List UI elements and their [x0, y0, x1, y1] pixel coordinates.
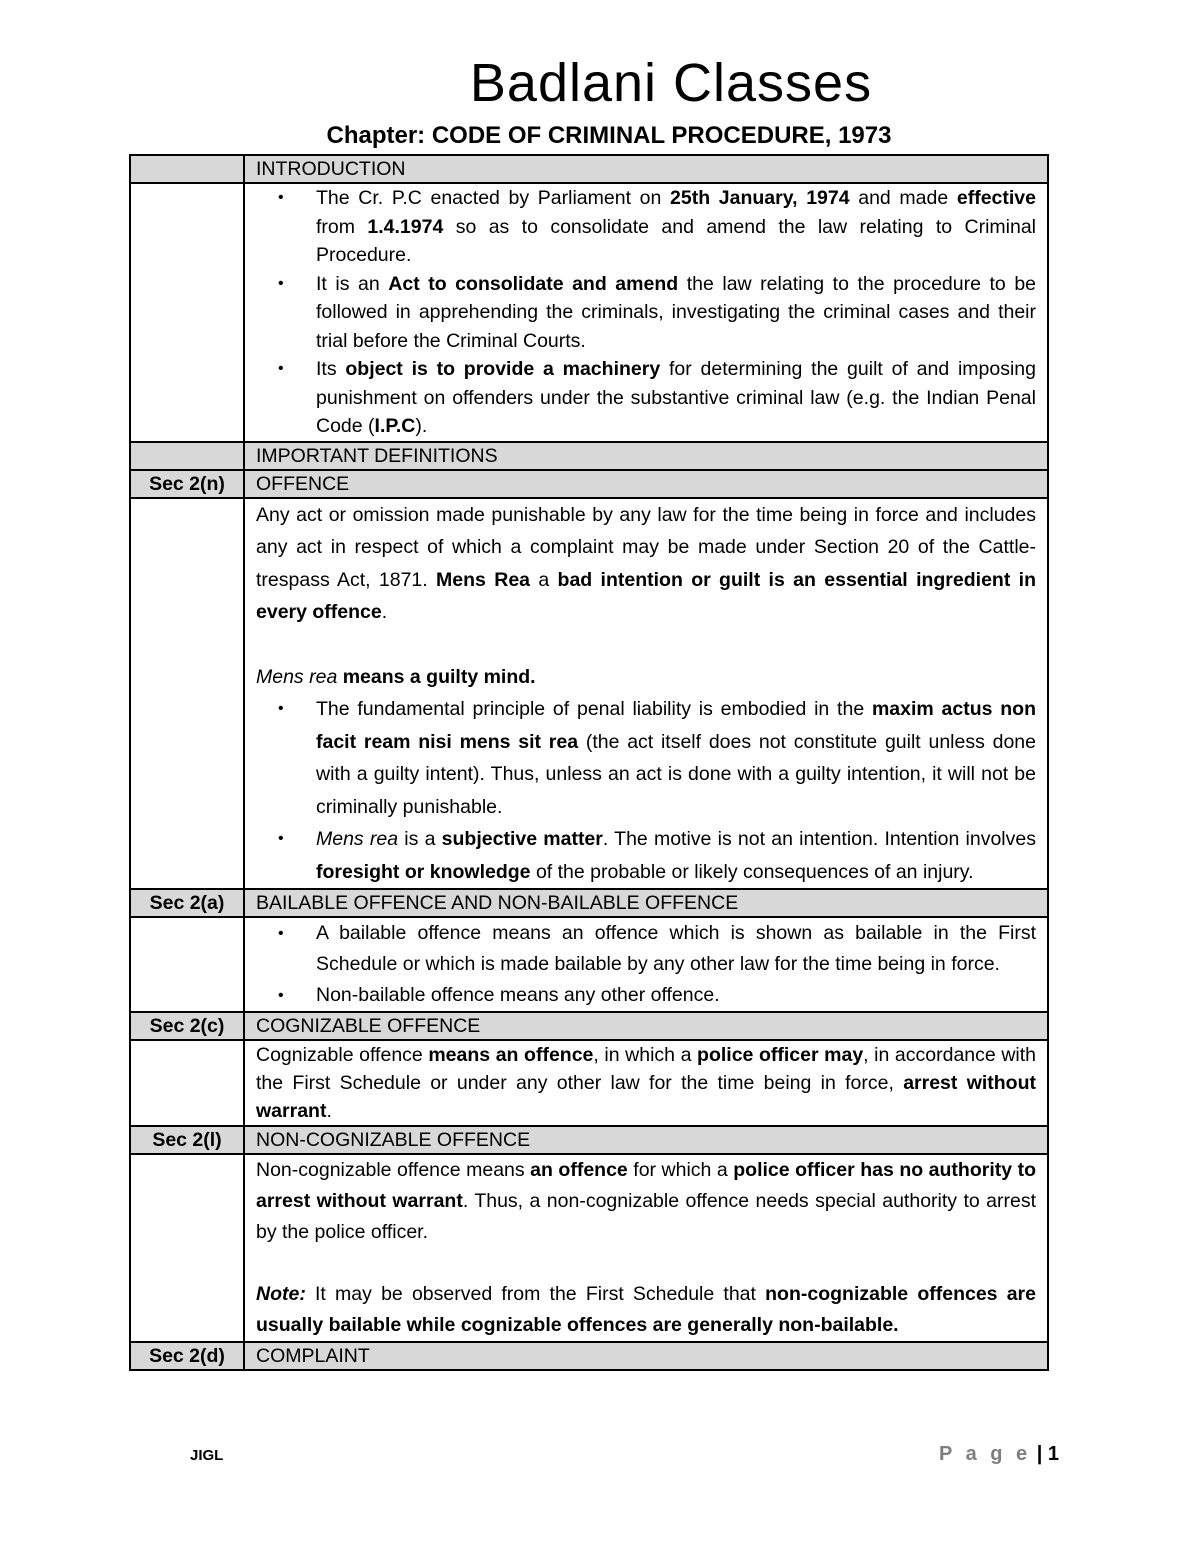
- offence-heading: OFFENCE: [244, 470, 1048, 498]
- bullet-icon: •: [278, 360, 284, 377]
- section-label: Sec 2(n): [130, 470, 244, 498]
- section-cell: [130, 1154, 244, 1342]
- list-item: • Non-bailable offence means any other offence.: [316, 980, 1036, 1011]
- section-cell: [130, 155, 244, 183]
- section-label: Sec 2(c): [130, 1012, 244, 1040]
- section-cell: [130, 917, 244, 1012]
- noncognizable-heading: NON-COGNIZABLE OFFENCE: [244, 1126, 1048, 1154]
- complaint-heading: COMPLAINT: [244, 1342, 1048, 1370]
- cognizable-paragraph: Cognizable offence means an offence, in which a police officer may, in accordance with the First Schedule or under any other law for the time being in force, arrest without warrant.: [256, 1044, 1037, 1122]
- section-cell: [130, 183, 244, 442]
- noncognizable-body: [244, 1154, 1048, 1342]
- offence-bullet-list: [256, 693, 1036, 888]
- definitions-header-row: [130, 442, 1048, 470]
- list-item: • The fundamental principle of penal liability is embodied in the maxim actus non facit ream nisi mens sit rea (the act itself does not constitute guilt unless done with a guilty intent). Thus, unless an act is done with a guilty intention, it will not be criminally punishable.: [316, 693, 1036, 823]
- cognizable-body: [244, 1040, 1048, 1126]
- section-label: Sec 2(d): [130, 1342, 244, 1370]
- bullet-icon: •: [278, 700, 284, 717]
- footer-label: JIGL: [190, 1447, 224, 1464]
- definitions-heading: IMPORTANT DEFINITIONS: [244, 442, 1048, 470]
- list-item: • Its object is to provide a machinery for determining the guilt of and imposing punishment on offenders under the substantive criminal law (e.g. the Indian Penal Code (I.P.C).: [316, 355, 1036, 441]
- list-item: • A bailable offence means an offence which is shown as bailable in the First Schedule or which is made bailable by any other law for the time being in force.: [316, 918, 1036, 980]
- noncognizable-body-row: [130, 1154, 1048, 1342]
- page-title: Badlani Classes: [469, 53, 873, 113]
- mens-rea-definition: Mens rea means a guilty mind.: [256, 665, 536, 688]
- notes-table: [129, 154, 1049, 1371]
- section-cell: [130, 1040, 244, 1126]
- offence-header-row: [130, 470, 1048, 498]
- list-item: • Mens rea is a subjective matter. The motive is not an intention. Intention involves foresight or knowledge of the probable or likely consequences of an injury.: [316, 823, 1036, 888]
- list-item: • The Cr. P.C enacted by Parliament on 25th January, 1974 and made effective from 1.4.1974 so as to consolidate and amend the law relating to Criminal Procedure.: [316, 184, 1036, 270]
- section-cell: [130, 498, 244, 890]
- list-item: • It is an Act to consolidate and amend the law relating to the procedure to be followed in apprehending the criminals, investigating the criminal cases and their trial before the Criminal Courts.: [316, 270, 1036, 356]
- bailable-heading: BAILABLE OFFENCE AND NON-BAILABLE OFFENCE: [244, 889, 1048, 917]
- chapter-heading: Chapter: CODE OF CRIMINAL PROCEDURE, 1973: [326, 122, 892, 149]
- noncognizable-paragraph: Non-cognizable offence means an offence for which a police officer has no authority to arrest without warrant. Thus, a non-cognizable offence needs special authority to arrest by the police officer.: [256, 1159, 1036, 1243]
- bullet-icon: •: [278, 274, 284, 292]
- bailable-bullet-list: [256, 918, 1036, 1011]
- bailable-body: [244, 917, 1048, 1012]
- bailable-body-row: [130, 917, 1048, 1012]
- offence-paragraph: Any act or omission made punishable by any law for the time being in force and includes any act in respect of which a complaint may be made under Section 20 of the Cattle-trespass Act, 1871. Mens Rea a bad intention or guilt is an essential ingredient in every offence.: [256, 503, 1036, 623]
- intro-bullet-list: [256, 184, 1036, 441]
- intro-body: [244, 183, 1048, 442]
- noncognizable-header-row: [130, 1126, 1048, 1154]
- section-cell: [130, 442, 244, 470]
- page-number: P a g e | 1: [939, 1443, 1059, 1465]
- note-paragraph: Note: It may be observed from the First Schedule that non-cognizable offences are usually bailable while cognizable offences are generally non-bailable.: [256, 1283, 1036, 1336]
- offence-body: [244, 498, 1048, 890]
- bullet-icon: •: [278, 189, 284, 206]
- intro-header-row: [130, 155, 1048, 183]
- cognizable-header-row: [130, 1012, 1048, 1040]
- bailable-header-row: [130, 889, 1048, 917]
- bullet-icon: •: [278, 925, 284, 942]
- complaint-header-row: [130, 1342, 1048, 1370]
- bullet-icon: •: [278, 830, 284, 847]
- cognizable-heading: COGNIZABLE OFFENCE: [244, 1012, 1048, 1040]
- section-label: Sec 2(a): [130, 889, 244, 917]
- cognizable-body-row: [130, 1040, 1048, 1126]
- intro-heading: INTRODUCTION: [244, 155, 1048, 183]
- intro-body-row: [130, 183, 1048, 442]
- bullet-icon: •: [278, 987, 284, 1004]
- section-label: Sec 2(l): [130, 1126, 244, 1154]
- offence-body-row: [130, 498, 1048, 890]
